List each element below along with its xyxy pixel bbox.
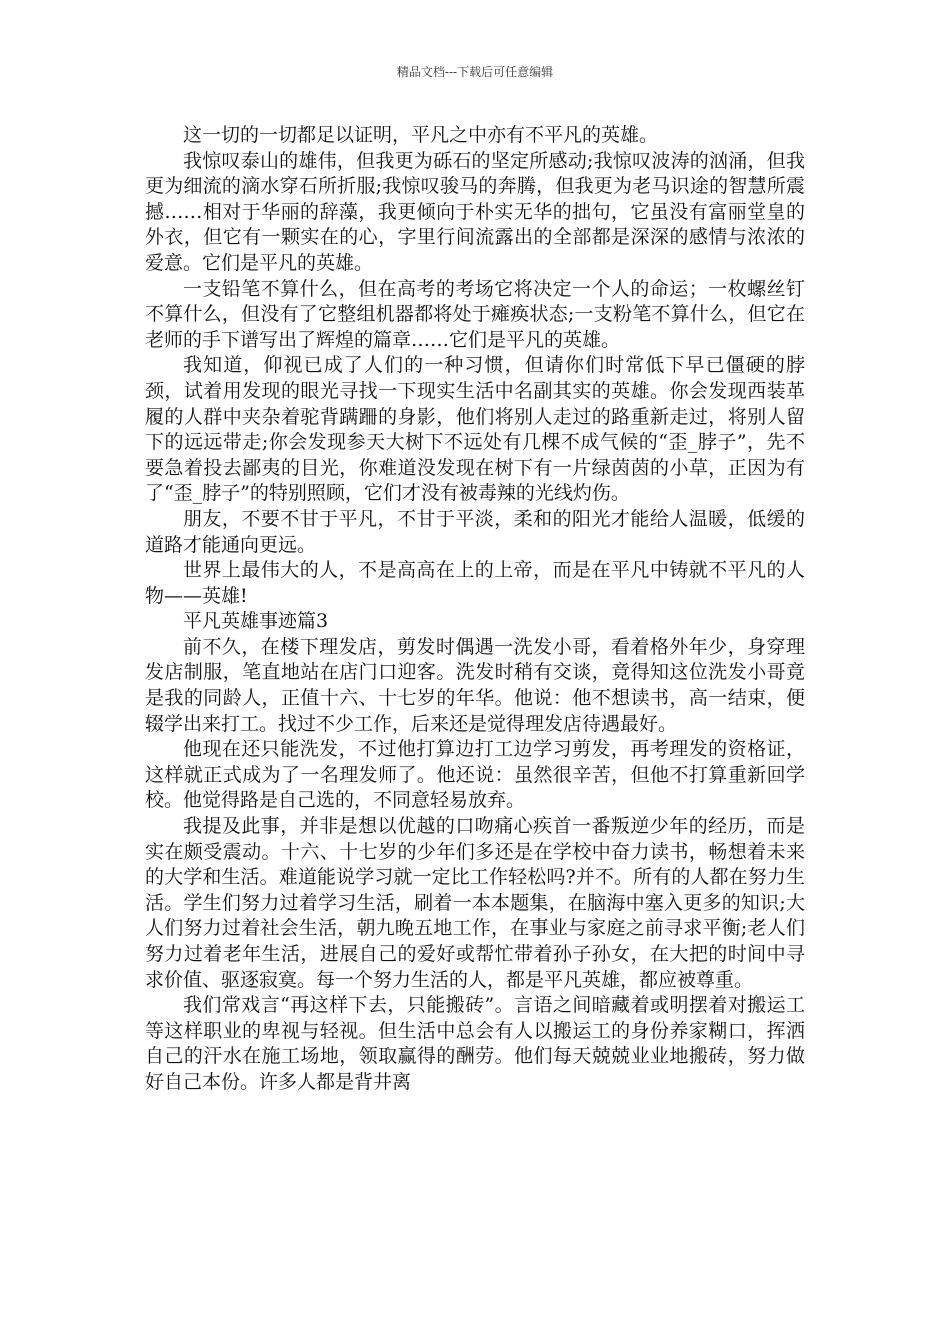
paragraph: 我知道，仰视已成了人们的一种习惯，但请你们时常低下早已僵硬的脖颈，试着用发现的眼光寻找一下现实生活中名副其实的英雄。你会发现西装革履的人群中夹杂着驼背蹒跚的身影，他们将别人走过的路重新走过，将别人留下的远远带走;你会发现参天大树下不远处有几棵不成气候的“歪_脖子”，先不要急着投去鄙夷的目光，你难道没发现在树下有一片绿茵茵的小草，正因为有了“歪_脖子”的特别照顾，它们才没有被毒辣的光线灼伤。: [145, 354, 805, 505]
paragraph: 这一切的一切都足以证明，平凡之中亦有不平凡的英雄。: [183, 124, 659, 146]
document-body: [145, 123, 805, 1096]
paragraph: 我提及此事，并非是想以优越的口吻痛心疾首一番叛逆少年的经历，而是实在颇受震动。十六、十七岁的少年们多还是在学校中奋力读书，畅想着未来的大学和生活。难道能说学习就一定比工作轻松吗?并不。所有的人都在努力生活。学生们努力过着学习生活，刷着一本本题集，在脑海中塞入更多的知识;大人们努力过着社会生活，朝九晚五地工作，在事业与家庭之前寻求平衡;老人们努力过着老年生活，进展自己的爱好或帮忙带着孙子孙女，在大把的时间中寻求价值、驱逐寂寞。每一个努力生活的人，都是平凡英雄，都应被尊重。: [145, 815, 805, 991]
paragraph: 前不久，在楼下理发店，剪发时偶遇一洗发小哥，看着格外年少，身穿理发店制服，笔直地站在店门口迎客。洗发时稍有交谈，竟得知这位洗发小哥竟是我的同龄人，正值十六、十七岁的年华。他说：他不想读书，高一结束，便辍学出来打工。找过不少工作，后来还是觉得理发店待遇最好。: [145, 635, 805, 735]
section-heading: 平凡英雄事迹篇3: [183, 610, 329, 633]
paragraph: 朋友，不要不甘于平凡，不甘于平淡，柔和的阳光才能给人温暖，低缓的道路才能通向更远。: [145, 507, 805, 556]
paragraph: 世界上最伟大的人，不是高高在上的上帝，而是在平凡中铸就不平凡的人物——英雄!: [145, 559, 805, 607]
paragraph: 我惊叹泰山的雄伟，但我更为砾石的坚定所感动;我惊叹波涛的汹涌，但我更为细流的滴水穿石所折服;我惊叹骏马的奔腾，但我更为老马识途的智慧所震撼……相对于华丽的辞藻，我更倾向于朴实无华的拙句，它虽没有富丽堂皇的外衣，但它有一颗实在的心，字里行间流露出的全部都是深深的感情与浓浓的爱意。它们是平凡的英雄。: [145, 149, 805, 274]
paragraph: 他现在还只能洗发，不过他打算边打工边学习剪发，再考理发的资格证，这样就正式成为了一名理发师了。他还说：虽然很辛苦，但他不打算重新回学校。他觉得路是自己选的，不同意轻易放弃。: [145, 738, 805, 812]
paragraph: 我们常戏言“再这样下去，只能搬砖”。言语之间暗藏着或明摆着对搬运工等这样职业的卑视与轻视。但生活中总会有人以搬运工的身份养家糊口，挥洒自己的汗水在施工场地，领取赢得的酬劳。他们每天兢兢业业地搬砖，努力做好自己本份。许多人都是背井离: [145, 994, 805, 1093]
page-header: 精品文档---下载后可任意编辑: [396, 65, 554, 79]
paragraph: 一支铅笔不算什么，但在高考的考场它将决定一个人的命运；一枚螺丝钉不算什么，但没有了它整组机器都将处于瘫痪状态;一支粉笔不算什么，但它在老师的手下谱写出了辉煌的篇章……它们是平凡的英雄。: [145, 277, 805, 351]
